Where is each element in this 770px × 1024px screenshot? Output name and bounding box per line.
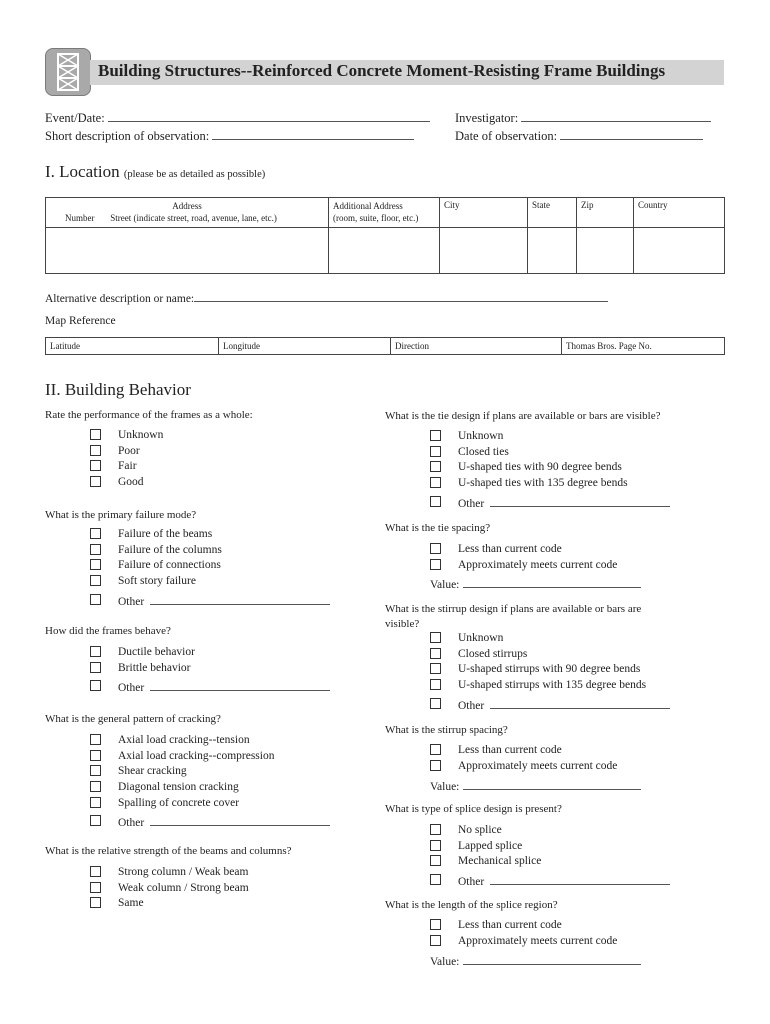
checkbox[interactable] <box>430 824 441 835</box>
question-tie-design: What is the tie design if plans are available or bars are visible? <box>385 410 661 422</box>
date-of-observation-field[interactable] <box>455 127 703 144</box>
checkbox[interactable] <box>90 559 101 570</box>
checkbox[interactable] <box>430 632 441 643</box>
page-title: Building Structures--Reinforced Concrete Moment-Resisting Frame Buildings <box>98 61 666 80</box>
checkbox[interactable] <box>90 429 101 440</box>
question-frame-performance: Rate the performance of the frames as a whole: <box>45 409 253 421</box>
building-behavior-heading: II. Building Behavior <box>45 380 191 399</box>
value-label: Value: <box>430 956 460 968</box>
question-stirrup-design: What is the stirrup design if plans are available or bars are visible? <box>385 603 642 630</box>
short-description-line <box>212 127 414 140</box>
checkbox[interactable] <box>90 575 101 586</box>
checkbox[interactable] <box>90 680 101 691</box>
question-frames-behave: How did the frames behave? <box>45 625 171 637</box>
city-input[interactable] <box>440 228 528 274</box>
thomas-bros-cell[interactable]: Thomas Bros. Page No. <box>562 338 725 355</box>
splice-length-value-field[interactable] <box>430 953 641 968</box>
checkbox[interactable] <box>430 679 441 690</box>
event-date-field[interactable] <box>45 109 430 126</box>
checkbox[interactable] <box>90 815 101 826</box>
building-frame-logo-icon <box>45 48 91 96</box>
tie-spacing-value-field[interactable] <box>430 576 641 591</box>
event-date-label: Event/Date: <box>45 111 105 125</box>
event-date-line <box>108 109 430 122</box>
other-line[interactable] <box>150 593 330 605</box>
location-note: (please be as detailed as possible) <box>123 169 266 180</box>
checkbox[interactable] <box>430 461 441 472</box>
checkbox[interactable] <box>430 840 441 851</box>
investigator-label: Investigator: <box>455 111 519 125</box>
map-reference-label: Map Reference <box>45 315 116 327</box>
checkbox[interactable] <box>90 646 101 657</box>
number-header: Number <box>65 213 95 223</box>
map-reference-table <box>45 337 725 355</box>
date-of-observation-line <box>560 127 703 140</box>
short-description-field[interactable] <box>45 127 414 144</box>
stirrup-spacing-value-field[interactable] <box>430 778 641 793</box>
other-line[interactable] <box>490 697 670 709</box>
checkbox[interactable] <box>430 477 441 488</box>
country-input[interactable] <box>634 228 725 274</box>
location-heading: I. Location (please be as detailed as possible) <box>45 162 266 181</box>
checkbox[interactable] <box>90 594 101 605</box>
checkbox[interactable] <box>90 460 101 471</box>
question-splice-design: What is type of splice design is present? <box>385 803 562 815</box>
other-line[interactable] <box>150 814 330 826</box>
investigator-line <box>521 109 711 122</box>
value-line[interactable] <box>463 778 641 790</box>
latitude-cell[interactable]: Latitude <box>46 338 219 355</box>
address-header: Address Number Street (indicate street, road, avenue, lane, etc.) <box>46 198 329 228</box>
checkbox[interactable] <box>430 543 441 554</box>
address-input-row <box>46 228 725 274</box>
value-line[interactable] <box>463 576 641 588</box>
value-label: Value: <box>430 781 460 793</box>
checkbox[interactable] <box>430 663 441 674</box>
question-stirrup-spacing: What is the stirrup spacing? <box>385 724 508 736</box>
value-label: Value: <box>430 579 460 591</box>
checkbox[interactable] <box>90 544 101 555</box>
city-header: City <box>440 198 528 228</box>
checkbox[interactable] <box>430 496 441 507</box>
checkbox[interactable] <box>430 698 441 709</box>
street-header: Street (indicate street, road, avenue, lane, etc.) <box>110 213 277 223</box>
checkbox[interactable] <box>430 559 441 570</box>
checkbox[interactable] <box>90 781 101 792</box>
direction-cell[interactable]: Direction <box>391 338 562 355</box>
value-line[interactable] <box>463 953 641 965</box>
additional-address-header: Additional Address (room, suite, floor, etc.) <box>329 198 440 228</box>
checkbox[interactable] <box>430 446 441 457</box>
longitude-cell[interactable]: Longitude <box>219 338 391 355</box>
other-line[interactable] <box>490 873 670 885</box>
question-splice-length: What is the length of the splice region? <box>385 899 558 911</box>
country-header: Country <box>634 198 725 228</box>
checkbox[interactable] <box>90 662 101 673</box>
state-header: State <box>528 198 577 228</box>
checkbox[interactable] <box>90 866 101 877</box>
address-table <box>45 197 725 274</box>
address-input[interactable] <box>46 228 329 274</box>
checkbox[interactable] <box>430 919 441 930</box>
additional-address-input[interactable] <box>329 228 440 274</box>
checkbox[interactable] <box>430 430 441 441</box>
question-failure-mode: What is the primary failure mode? <box>45 509 197 521</box>
checkbox[interactable] <box>90 528 101 539</box>
alternative-description-line <box>194 289 608 302</box>
alternative-description-field[interactable] <box>45 289 608 305</box>
checkbox[interactable] <box>90 797 101 808</box>
checkbox[interactable] <box>430 760 441 771</box>
date-of-observation-label: Date of observation: <box>455 129 558 143</box>
question-cracking-pattern: What is the general pattern of cracking? <box>45 713 221 725</box>
short-description-label: Short description of observation: <box>45 129 210 143</box>
zip-input[interactable] <box>577 228 634 274</box>
question-relative-strength: What is the relative strength of the beams and columns? <box>45 845 292 857</box>
other-line[interactable] <box>490 495 670 507</box>
alternative-description-label: Alternative description or name: <box>45 293 195 305</box>
checkbox[interactable] <box>430 744 441 755</box>
investigator-field[interactable] <box>455 109 711 126</box>
checkbox[interactable] <box>430 648 441 659</box>
checkbox[interactable] <box>430 935 441 946</box>
question-tie-spacing: What is the tie spacing? <box>385 522 491 534</box>
checkbox[interactable] <box>90 882 101 893</box>
checkbox[interactable] <box>90 476 101 487</box>
state-input[interactable] <box>528 228 577 274</box>
checkbox[interactable] <box>430 874 441 885</box>
zip-header: Zip <box>577 198 634 228</box>
checkbox[interactable] <box>90 750 101 761</box>
checkbox[interactable] <box>90 897 101 908</box>
checkbox[interactable] <box>90 734 101 745</box>
other-line[interactable] <box>150 679 330 691</box>
checkbox[interactable] <box>430 855 441 866</box>
checkbox[interactable] <box>90 445 101 456</box>
checkbox[interactable] <box>90 765 101 776</box>
